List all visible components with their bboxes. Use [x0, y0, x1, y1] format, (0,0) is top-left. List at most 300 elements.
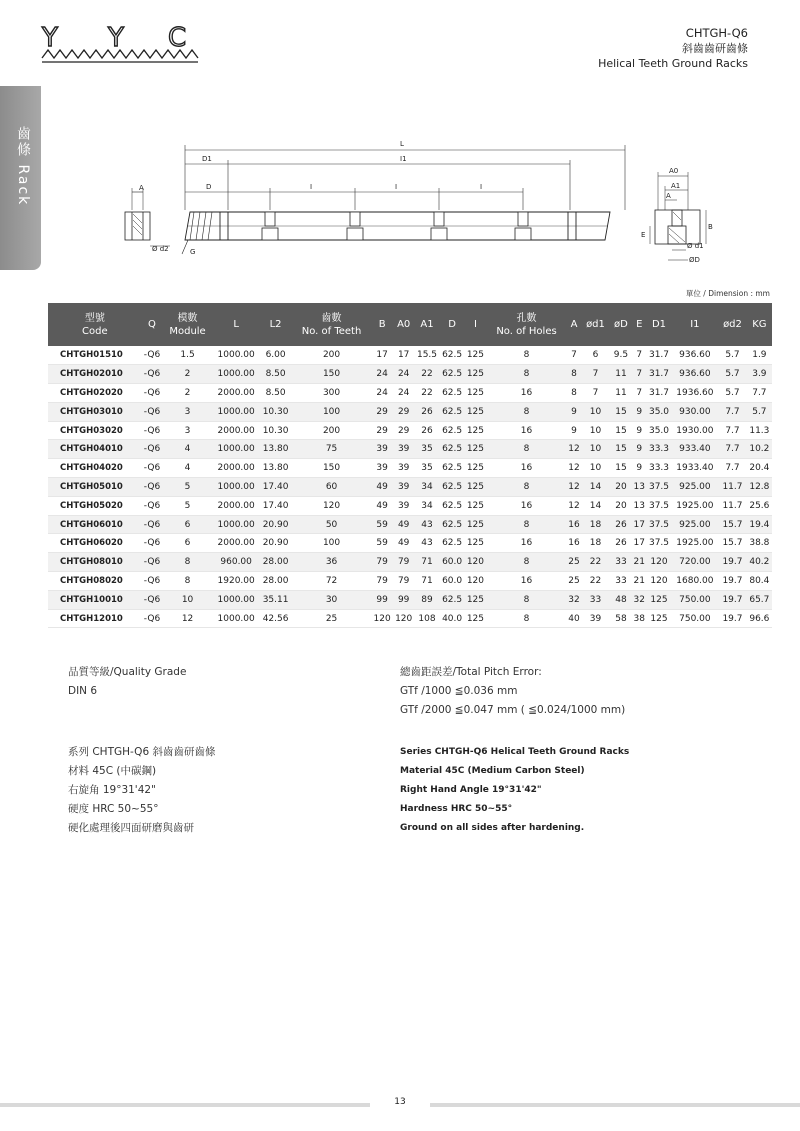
dim-D: D [206, 183, 212, 191]
specs-zh [68, 743, 215, 838]
table-cell: 11.3 [747, 421, 772, 440]
table-cell: 125 [465, 609, 487, 628]
table-cell: 125 [646, 609, 671, 628]
column-header [213, 303, 260, 346]
table-cell: 10 [581, 421, 610, 440]
title-zh: 斜齒齒研齒條 [682, 42, 748, 55]
spec-table [48, 303, 772, 628]
product-code-cell: CHTGH02020 [48, 384, 142, 403]
table-cell: 7.7 [718, 421, 747, 440]
table-cell: 120 [465, 572, 487, 591]
table-cell: 16 [486, 534, 567, 553]
table-body [48, 346, 772, 628]
table-cell: 11 [610, 384, 632, 403]
table-cell: 96.6 [747, 609, 772, 628]
table-cell: 79 [371, 553, 393, 572]
table-cell: -Q6 [142, 384, 163, 403]
table-cell: 19.7 [718, 590, 747, 609]
table-cell: 39 [393, 459, 415, 478]
table-cell: 3.9 [747, 365, 772, 384]
table-cell: 62.5 [440, 478, 465, 497]
table-cell: 72 [292, 572, 372, 591]
table-cell: 12 [567, 459, 581, 478]
table-cell: 10 [162, 590, 213, 609]
table-cell: 120 [292, 496, 372, 515]
table-cell: 79 [371, 572, 393, 591]
table-cell: 28.00 [259, 553, 291, 572]
table-cell: 26 [610, 534, 632, 553]
pitch-error-block [400, 663, 625, 720]
table-cell: 9 [632, 421, 646, 440]
column-header-zh: 模數 [177, 312, 198, 324]
table-cell: 7 [567, 346, 581, 365]
table-cell: 19.7 [718, 572, 747, 591]
table-cell: 1000.00 [213, 478, 260, 497]
table-cell: 17 [393, 346, 415, 365]
table-cell: 2000.00 [213, 384, 260, 403]
table-cell: 9 [632, 459, 646, 478]
table-cell: 300 [292, 384, 372, 403]
table-cell: 29 [393, 402, 415, 421]
table-cell: 60.0 [440, 553, 465, 572]
table-cell: 6 [162, 534, 213, 553]
table-cell: 30 [292, 590, 372, 609]
footer-rule-right [430, 1103, 800, 1107]
table-cell: 59 [371, 534, 393, 553]
table-cell: 24 [393, 384, 415, 403]
table-cell: 150 [292, 365, 372, 384]
table-cell: 36 [292, 553, 372, 572]
logo-letter-3: C [168, 23, 187, 53]
table-cell: 37.5 [646, 478, 671, 497]
table-cell: 7.7 [747, 384, 772, 403]
footer-rule-left [0, 1103, 370, 1107]
table-cell: 125 [465, 440, 487, 459]
column-header-en: Module [169, 325, 206, 337]
table-cell: 10.30 [259, 421, 291, 440]
table-cell: 12 [567, 496, 581, 515]
table-cell: 16 [486, 459, 567, 478]
dim-d2: Ø d2 [152, 245, 169, 253]
column-header-en: ød1 [586, 319, 605, 330]
table-cell: -Q6 [142, 402, 163, 421]
table-cell: 5 [162, 496, 213, 515]
table-cell: 960.00 [213, 553, 260, 572]
dim-I-2: I [395, 183, 398, 191]
table-cell: 50 [292, 515, 372, 534]
column-header-en: ød2 [723, 319, 742, 330]
table-cell: 1930.00 [672, 421, 719, 440]
table-cell: 35 [414, 440, 439, 459]
table-cell: 71 [414, 572, 439, 591]
table-cell: 7 [632, 384, 646, 403]
table-cell: 1680.00 [672, 572, 719, 591]
column-header-en: E [636, 319, 643, 330]
table-cell: 2 [162, 365, 213, 384]
table-cell: 62.5 [440, 459, 465, 478]
table-cell: 720.00 [672, 553, 719, 572]
table-cell: 21 [632, 572, 646, 591]
product-code-cell: CHTGH06020 [48, 534, 142, 553]
table-cell: 20.4 [747, 459, 772, 478]
table-row [48, 553, 772, 572]
table-cell: 13 [632, 478, 646, 497]
table-cell: 120 [646, 572, 671, 591]
table-cell: 125 [465, 346, 487, 365]
table-cell: 32 [632, 590, 646, 609]
table-cell: 9 [567, 402, 581, 421]
table-row [48, 346, 772, 365]
column-header-en: L [233, 319, 239, 330]
table-cell: 125 [465, 384, 487, 403]
product-code: CHTGH-Q6 [685, 26, 748, 40]
table-cell: 125 [465, 590, 487, 609]
table-cell: 25 [567, 553, 581, 572]
table-cell: 15 [610, 402, 632, 421]
table-cell: 22 [581, 572, 610, 591]
table-cell: 5.7 [718, 384, 747, 403]
table-row [48, 609, 772, 628]
dim-A1: A1 [671, 182, 681, 190]
table-cell: 6 [581, 346, 610, 365]
table-cell: 1933.40 [672, 459, 719, 478]
column-header [48, 303, 142, 346]
table-cell: 22 [414, 384, 439, 403]
table-cell: 8 [486, 402, 567, 421]
quality-grade-value: DIN 6 [68, 685, 98, 697]
table-cell: 9 [632, 440, 646, 459]
column-header-en: B [378, 319, 386, 330]
table-cell: 8 [567, 365, 581, 384]
table-cell: 28.00 [259, 572, 291, 591]
page-number: 13 [394, 1097, 406, 1107]
spec-en-grinding: Ground on all sides after hardening. [400, 823, 585, 833]
table-cell: 9 [567, 421, 581, 440]
dim-I-3: I [480, 183, 483, 191]
table-cell: 33.3 [646, 459, 671, 478]
table-cell: 99 [371, 590, 393, 609]
table-cell: 8 [486, 553, 567, 572]
dim-B: B [708, 223, 713, 231]
table-cell: 60.0 [440, 572, 465, 591]
table-cell: 59 [371, 515, 393, 534]
table-cell: 120 [393, 609, 415, 628]
table-cell: 925.00 [672, 515, 719, 534]
table-cell: 62.5 [440, 421, 465, 440]
table-cell: 10 [581, 402, 610, 421]
table-cell: 200 [292, 346, 372, 365]
table-cell: 35.11 [259, 590, 291, 609]
dim-A-right: A [666, 192, 671, 200]
column-header-en: Q [148, 319, 156, 330]
logo-letter-2: Y [108, 23, 124, 53]
table-cell: 49 [371, 496, 393, 515]
table-cell: 79 [393, 572, 415, 591]
dim-d1: Ø d1 [687, 242, 704, 250]
spec-en-material: Material 45C (Medium Carbon Steel) [400, 766, 585, 776]
table-cell: 7.7 [718, 440, 747, 459]
table-cell: 62.5 [440, 496, 465, 515]
table-cell: -Q6 [142, 515, 163, 534]
product-code-cell: CHTGH08020 [48, 572, 142, 591]
column-header [162, 303, 213, 346]
table-cell: 43 [414, 534, 439, 553]
table-cell: 79 [393, 553, 415, 572]
table-cell: 39 [371, 440, 393, 459]
dim-OD: ØD [689, 256, 700, 264]
table-cell: 62.5 [440, 590, 465, 609]
column-header [292, 303, 372, 346]
spec-en-angle: Right Hand Angle 19°31'42" [400, 785, 542, 795]
table-cell: 936.60 [672, 346, 719, 365]
column-header-en: I [473, 319, 477, 330]
table-cell: 29 [393, 421, 415, 440]
product-code-cell: CHTGH04010 [48, 440, 142, 459]
table-cell: 31.7 [646, 346, 671, 365]
table-cell: 48 [610, 590, 632, 609]
column-header [414, 303, 439, 346]
table-cell: 32 [567, 590, 581, 609]
table-cell: 5 [162, 478, 213, 497]
table-cell: 58 [610, 609, 632, 628]
pitch-error-1000: GTf /1000 ≦0.036 mm [400, 685, 518, 697]
table-cell: 7.7 [718, 402, 747, 421]
product-code-cell: CHTGH04020 [48, 459, 142, 478]
table-cell: 14 [581, 478, 610, 497]
table-cell: 25 [292, 609, 372, 628]
table-cell: 62.5 [440, 402, 465, 421]
column-header-en: D [448, 319, 456, 330]
table-cell: 37.5 [646, 496, 671, 515]
column-header-en: No. of Teeth [301, 325, 362, 337]
table-cell: 20 [610, 478, 632, 497]
table-cell: -Q6 [142, 609, 163, 628]
product-code-cell: CHTGH10010 [48, 590, 142, 609]
table-cell: 125 [646, 590, 671, 609]
table-cell: 34 [414, 478, 439, 497]
table-row [48, 440, 772, 459]
column-header [142, 303, 163, 346]
table-cell: 22 [414, 365, 439, 384]
column-header-zh: 齒數 [321, 312, 342, 324]
table-cell: 49 [371, 478, 393, 497]
table-cell: 10 [581, 459, 610, 478]
column-header [632, 303, 646, 346]
table-cell: 35.0 [646, 421, 671, 440]
table-cell: 39 [393, 478, 415, 497]
table-cell: 15.7 [718, 515, 747, 534]
table-cell: 13 [632, 496, 646, 515]
table-cell: 1000.00 [213, 609, 260, 628]
column-header [581, 303, 610, 346]
table-cell: 120 [371, 609, 393, 628]
table-cell: 13.80 [259, 459, 291, 478]
column-header-en: D1 [651, 319, 667, 330]
table-cell: 1925.00 [672, 534, 719, 553]
table-row [48, 459, 772, 478]
table-cell: 71 [414, 553, 439, 572]
table-cell: 2000.00 [213, 459, 260, 478]
specs-en [400, 743, 629, 838]
table-cell: -Q6 [142, 421, 163, 440]
table-cell: 39 [393, 496, 415, 515]
spec-en-hardness: Hardness HRC 50~55° [400, 804, 513, 814]
column-header [486, 303, 567, 346]
table-cell: 35.0 [646, 402, 671, 421]
table-cell: -Q6 [142, 440, 163, 459]
table-cell: 6 [162, 515, 213, 534]
column-header-en: KG [752, 319, 767, 330]
table-cell: 8.50 [259, 365, 291, 384]
table-cell: 16 [567, 515, 581, 534]
column-header [718, 303, 747, 346]
table-cell: 11.7 [718, 478, 747, 497]
table-cell: 11 [610, 365, 632, 384]
column-header [259, 303, 291, 346]
table-cell: 34 [414, 496, 439, 515]
column-header-en: øD [614, 319, 628, 330]
pitch-error-2000: GTf /2000 ≦0.047 mm ( ≦0.024/1000 mm) [400, 704, 626, 716]
column-header [440, 303, 465, 346]
spec-zh-hardness: 硬度 HRC 50~55° [68, 803, 159, 815]
column-header-en: A1 [420, 319, 434, 330]
table-cell: 108 [414, 609, 439, 628]
table-cell: 38.8 [747, 534, 772, 553]
dim-L: L [400, 140, 404, 148]
table-cell: 8.50 [259, 384, 291, 403]
table-cell: 33 [610, 553, 632, 572]
spec-zh-angle: 右旋角 19°31'42" [68, 784, 156, 796]
table-cell: 125 [465, 402, 487, 421]
table-cell: 4 [162, 459, 213, 478]
table-cell: 3 [162, 421, 213, 440]
spec-zh-grinding: 硬化處理後四面研磨與齒研 [68, 822, 194, 834]
table-cell: 8 [486, 590, 567, 609]
table-cell: 11.7 [718, 496, 747, 515]
spec-zh-material: 材料 45C (中碳鋼) [68, 765, 157, 777]
table-cell: 37.5 [646, 534, 671, 553]
table-cell: 62.5 [440, 515, 465, 534]
table-cell: 5.7 [718, 365, 747, 384]
column-header-zh: 型號 [84, 312, 105, 324]
table-row [48, 478, 772, 497]
table-cell: 125 [465, 496, 487, 515]
quality-grade-label: 品質等級/Quality Grade [68, 666, 187, 678]
table-cell: -Q6 [142, 534, 163, 553]
table-cell: -Q6 [142, 346, 163, 365]
table-cell: 125 [465, 534, 487, 553]
table-cell: 7 [632, 365, 646, 384]
table-cell: 933.40 [672, 440, 719, 459]
table-cell: 12 [567, 440, 581, 459]
table-cell: 8 [486, 365, 567, 384]
table-cell: -Q6 [142, 553, 163, 572]
table-cell: 62.5 [440, 534, 465, 553]
table-cell: 15 [610, 440, 632, 459]
table-cell: 12 [567, 478, 581, 497]
table-cell: 37.5 [646, 515, 671, 534]
table-cell: 21 [632, 553, 646, 572]
table-cell: 26 [414, 402, 439, 421]
product-code-cell: CHTGH03010 [48, 402, 142, 421]
table-cell: 4 [162, 440, 213, 459]
table-cell: 8 [486, 440, 567, 459]
table-cell: 43 [414, 515, 439, 534]
table-cell: 19.4 [747, 515, 772, 534]
table-cell: 35 [414, 459, 439, 478]
table-cell: 7 [581, 384, 610, 403]
table-cell: 1000.00 [213, 590, 260, 609]
table-cell: 15.7 [718, 534, 747, 553]
table-cell: 2000.00 [213, 496, 260, 515]
column-header [610, 303, 632, 346]
table-cell: 19.7 [718, 609, 747, 628]
table-cell: -Q6 [142, 496, 163, 515]
column-header [393, 303, 415, 346]
table-cell: 20.90 [259, 515, 291, 534]
table-cell: 24 [371, 384, 393, 403]
table-cell: 17 [632, 515, 646, 534]
product-code-cell: CHTGH03020 [48, 421, 142, 440]
table-cell: 31.7 [646, 365, 671, 384]
table-cell: 65.7 [747, 590, 772, 609]
table-cell: 26 [414, 421, 439, 440]
table-cell: 40.2 [747, 553, 772, 572]
table-cell: 62.5 [440, 365, 465, 384]
product-code-cell: CHTGH06010 [48, 515, 142, 534]
column-header [567, 303, 581, 346]
table-cell: 62.5 [440, 384, 465, 403]
spec-en-series: Series CHTGH-Q6 Helical Teeth Ground Racks [400, 747, 630, 757]
company-logo [40, 22, 200, 72]
table-cell: 125 [465, 515, 487, 534]
table-cell: 99 [393, 590, 415, 609]
table-cell: 25.6 [747, 496, 772, 515]
table-cell: 930.00 [672, 402, 719, 421]
table-cell: -Q6 [142, 459, 163, 478]
dim-G: G [190, 248, 196, 256]
table-cell: 1936.60 [672, 384, 719, 403]
column-header [465, 303, 487, 346]
table-cell: 5.7 [718, 346, 747, 365]
table-cell: 15.5 [414, 346, 439, 365]
table-cell: 120 [646, 553, 671, 572]
table-cell: 2000.00 [213, 534, 260, 553]
table-cell: 2000.00 [213, 421, 260, 440]
side-tab-label: 齒條 Rack [15, 126, 31, 207]
product-code-cell: CHTGH05010 [48, 478, 142, 497]
table-cell: 49 [393, 515, 415, 534]
table-row [48, 384, 772, 403]
table-cell: 75 [292, 440, 372, 459]
column-header [371, 303, 393, 346]
table-row [48, 365, 772, 384]
product-code-cell: CHTGH02010 [48, 365, 142, 384]
table-cell: 24 [371, 365, 393, 384]
table-cell: 1000.00 [213, 346, 260, 365]
table-cell: 1.9 [747, 346, 772, 365]
table-cell: 8 [486, 515, 567, 534]
table-cell: 936.60 [672, 365, 719, 384]
table-cell: 125 [465, 365, 487, 384]
table-cell: 8 [486, 609, 567, 628]
table-cell: 6.00 [259, 346, 291, 365]
table-cell: 60 [292, 478, 372, 497]
table-cell: 17 [632, 534, 646, 553]
product-code-cell: CHTGH01510 [48, 346, 142, 365]
table-cell: 80.4 [747, 572, 772, 591]
table-cell: 8 [162, 553, 213, 572]
